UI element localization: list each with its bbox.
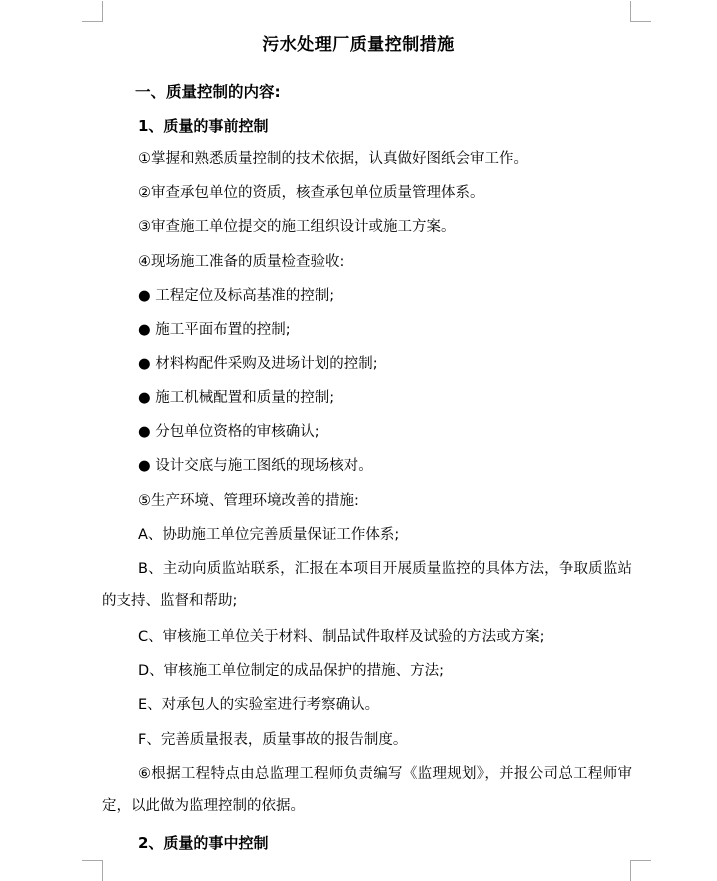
paragraph: ①掌握和熟悉质量控制的技术依据，认真做好图纸会审工作。 [138, 151, 528, 167]
margin-mark-top-left [82, 1, 103, 22]
margin-mark-top-right [630, 1, 651, 22]
paragraph: F、完善质量报表，质量事故的报告制度。 [138, 732, 408, 748]
bullet-item: ● 施工平面布置的控制; [138, 322, 291, 338]
paragraph: ⑤生产环境、管理环境改善的措施: [138, 493, 359, 509]
margin-mark-bottom-left [82, 860, 103, 881]
paragraph: D、审核施工单位制定的成品保护的措施、方法; [138, 663, 445, 679]
paragraph: ④现场施工准备的质量检查验收: [138, 254, 345, 270]
margin-mark-bottom-right [630, 860, 651, 881]
paragraph-wrapped: ⑥根据工程特点由总监理工程师负责编写《监理规划》，并报公司总工程师审定，以此做为监理控制的依据。 [102, 766, 632, 814]
section-heading: 一、质量控制的内容: [135, 83, 281, 101]
bullet-item: ● 分包单位资格的审核确认; [138, 424, 320, 440]
paragraph: E、对承包人的实验室进行考察确认。 [138, 697, 380, 713]
paragraph-wrapped: B、主动向质监站联系，汇报在本项目开展质量监控的具体方法，争取质监站的支持、监督和帮助; [102, 561, 632, 609]
paragraph: ③审查施工单位提交的施工组织设计或施工方案。 [138, 219, 456, 235]
paragraph: C、审核施工单位关于材料、制品试件取样及试验的方法或方案; [138, 629, 545, 645]
bullet-item: ● 施工机械配置和质量的控制; [138, 390, 335, 406]
subsection-heading: 2、质量的事中控制 [138, 834, 269, 852]
subsection-heading: 1、质量的事前控制 [138, 117, 269, 135]
document-title: 污水处理厂质量控制措施 [262, 35, 455, 55]
bullet-item: ● 工程定位及标高基准的控制; [138, 288, 335, 304]
bullet-item: ● 材料构配件采购及进场计划的控制; [138, 356, 378, 372]
paragraph: ②审查承包单位的资质，核查承包单位质量管理体系。 [138, 185, 485, 201]
paragraph: A、协助施工单位完善质量保证工作体系; [138, 527, 400, 543]
bullet-item: ● 设计交底与施工图纸的现场核对。 [138, 458, 373, 474]
